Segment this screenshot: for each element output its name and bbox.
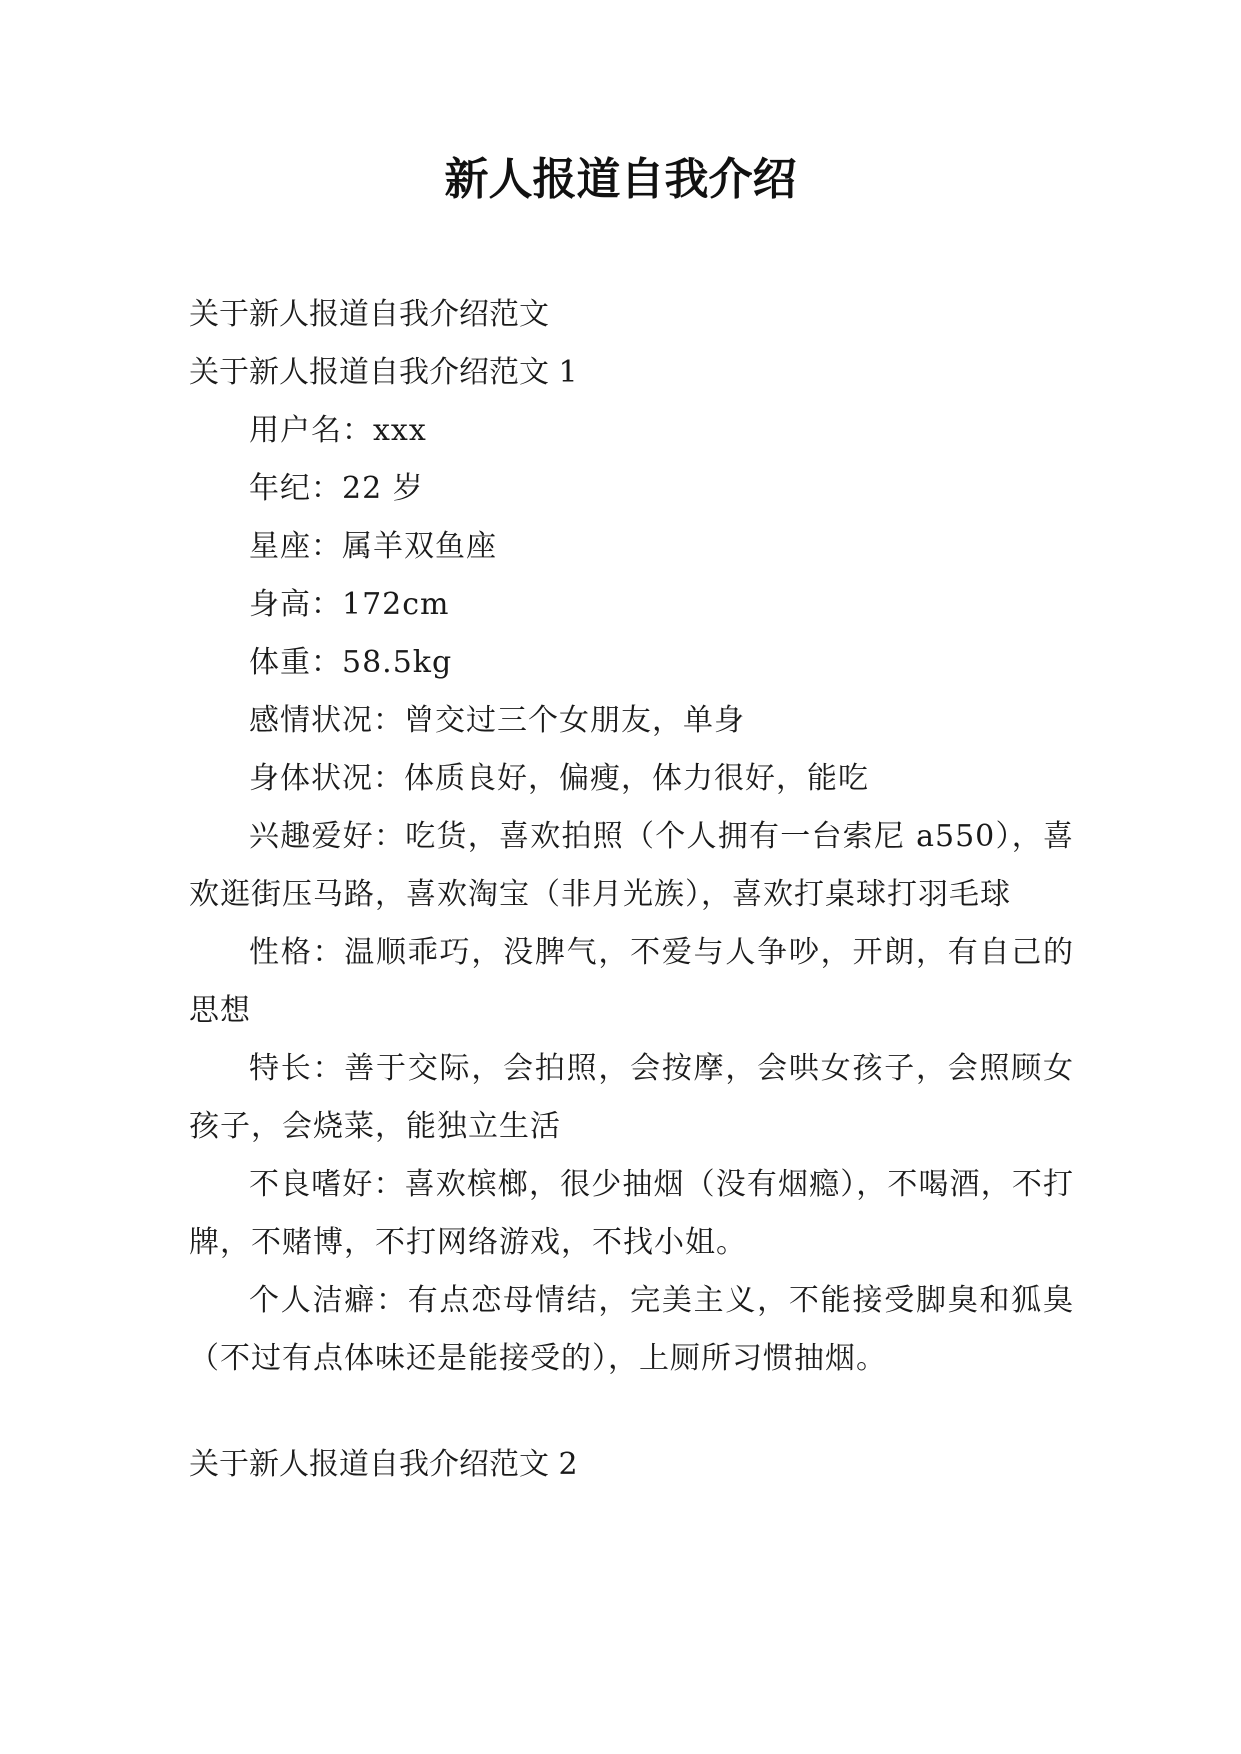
- paragraph-skills: 特长：善于交际，会拍照，会按摩，会哄女孩子，会照顾女孩子，会烧菜，能独立生活: [189, 1051, 1074, 1144]
- paragraph-weight: 体重：58.5kg: [249, 645, 453, 680]
- paragraph-zodiac: 星座：属羊双鱼座: [249, 529, 497, 564]
- document-body: [189, 286, 1074, 1494]
- paragraph-quirks: 个人洁癖：有点恋母情结，完美主义，不能接受脚臭和狐臭（不过有点体味还是能接受的），上厕所习惯抽烟。: [189, 1283, 1074, 1376]
- paragraph-age: 年纪：22 岁: [249, 471, 424, 506]
- paragraph-health: 身体状况：体质良好，偏瘦，体力很好，能吃: [249, 761, 869, 796]
- paragraph-relationship: 感情状况：曾交过三个女朋友，单身: [249, 703, 745, 738]
- paragraph-personality: 性格：温顺乖巧，没脾气，不爱与人争吵，开朗，有自己的思想: [189, 935, 1074, 1028]
- section-heading-2: 关于新人报道自我介绍范文 2: [189, 1447, 578, 1482]
- paragraph-hobbies: 兴趣爱好：吃货，喜欢拍照（个人拥有一台索尼 a550），喜欢逛街压马路，喜欢淘宝（非月光族），喜欢打桌球打羽毛球: [189, 819, 1074, 912]
- paragraph-username: 用户名：xxx: [249, 413, 427, 448]
- document-title: 新人报道自我介绍: [444, 154, 797, 205]
- section-heading-main: 关于新人报道自我介绍范文: [189, 297, 549, 332]
- section-heading-1: 关于新人报道自我介绍范文 1: [189, 355, 578, 390]
- paragraph-bad-habits: 不良嗜好：喜欢槟榔，很少抽烟（没有烟瘾），不喝酒，不打牌，不赌博，不打网络游戏，不找小姐。: [189, 1167, 1074, 1260]
- paragraph-height: 身高：172cm: [249, 587, 450, 622]
